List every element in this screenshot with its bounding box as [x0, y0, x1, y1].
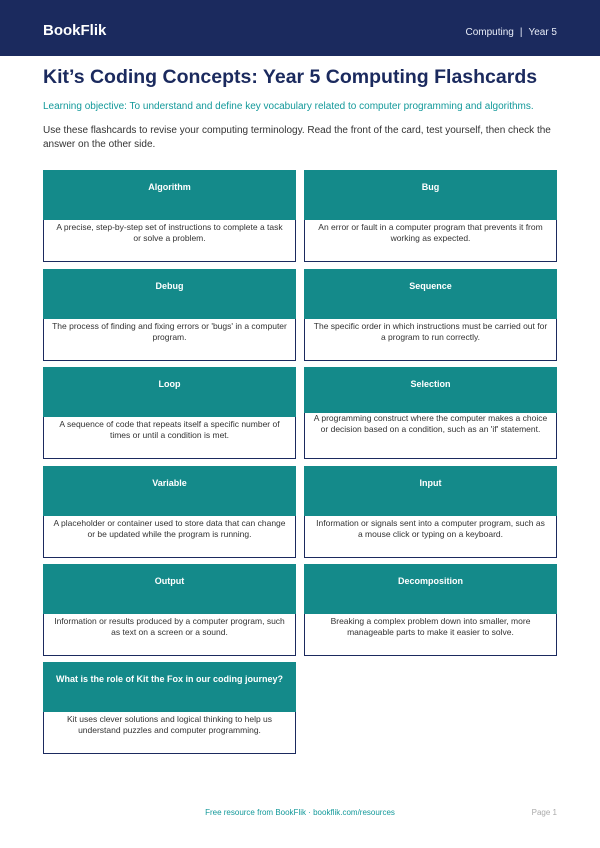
flashcard-loop[interactable] — [43, 367, 296, 459]
flashcard-selection[interactable] — [304, 367, 557, 459]
card-term: Output — [43, 564, 296, 614]
card-term: Variable — [43, 466, 296, 516]
card-term: What is the role of Kit the Fox in our coding journey? — [43, 662, 296, 712]
card-definition: An error or fault in a computer program that prevents it from working as expected. — [304, 220, 557, 262]
page-title: Kit’s Coding Concepts: Year 5 Computing Flashcards — [43, 66, 538, 88]
breadcrumb-separator: | — [519, 27, 523, 38]
page-number: Page 1 — [531, 808, 557, 817]
card-definition: The process of finding and fixing errors or 'bugs' in a computer program. — [43, 319, 296, 361]
top-bar — [0, 0, 600, 56]
card-term: Debug — [43, 269, 296, 319]
card-term: Selection — [304, 367, 557, 417]
card-term: Decomposition — [304, 564, 557, 614]
breadcrumb — [465, 27, 557, 39]
flashcard-output[interactable] — [43, 564, 296, 656]
card-definition: Kit uses clever solutions and logical thinking to help us understand puzzles and computer programming. — [43, 712, 296, 754]
brand-logo[interactable]: BookFlik — [43, 22, 107, 39]
card-definition: A programming construct where the computer makes a choice or decision based on a condition, such as an 'if' statement. — [304, 413, 557, 459]
card-definition: A precise, step-by-step set of instructions to complete a task or solve a problem. — [43, 220, 296, 262]
intro-text: Use these flashcards to revise your computing terminology. Read the front of the card, test yourself, then check the answer on the other side. — [43, 125, 551, 150]
card-definition: The specific order in which instructions must be carried out for a program to run correctly. — [304, 319, 557, 361]
card-definition: Information or results produced by a computer program, such as text on a screen or a sound. — [43, 614, 296, 656]
flashcard-kit-the-fox[interactable] — [43, 662, 296, 754]
card-term: Input — [304, 466, 557, 516]
breadcrumb-year[interactable]: Year 5 — [528, 27, 557, 38]
card-definition: A placeholder or container used to store data that can change or be updated while the program is running. — [43, 516, 296, 558]
flashcard-sequence[interactable] — [304, 269, 557, 361]
flashcard-input[interactable] — [304, 466, 557, 558]
card-term: Loop — [43, 367, 296, 417]
breadcrumb-subject[interactable]: Computing — [465, 27, 514, 38]
flashcard-bug[interactable] — [304, 170, 557, 262]
flashcard-debug[interactable] — [43, 269, 296, 361]
card-definition: Information or signals sent into a computer program, such as a mouse click or typing on a keyboard. — [304, 516, 557, 558]
flashcard-decomposition[interactable] — [304, 564, 557, 656]
card-term: Bug — [304, 170, 557, 220]
flashcard-algorithm[interactable] — [43, 170, 296, 262]
card-definition: A sequence of code that repeats itself a specific number of times or until a condition is met. — [43, 417, 296, 459]
card-term: Algorithm — [43, 170, 296, 220]
learning-objective: Learning objective: To understand and define key vocabulary related to computer programming and algorithms. — [43, 101, 534, 112]
card-term: Sequence — [304, 269, 557, 319]
footer-link[interactable]: Free resource from BookFlik · bookflik.com/resources — [205, 808, 395, 817]
flashcard-variable[interactable] — [43, 466, 296, 558]
card-definition: Breaking a complex problem down into smaller, more manageable parts to make it easier to solve. — [304, 614, 557, 656]
